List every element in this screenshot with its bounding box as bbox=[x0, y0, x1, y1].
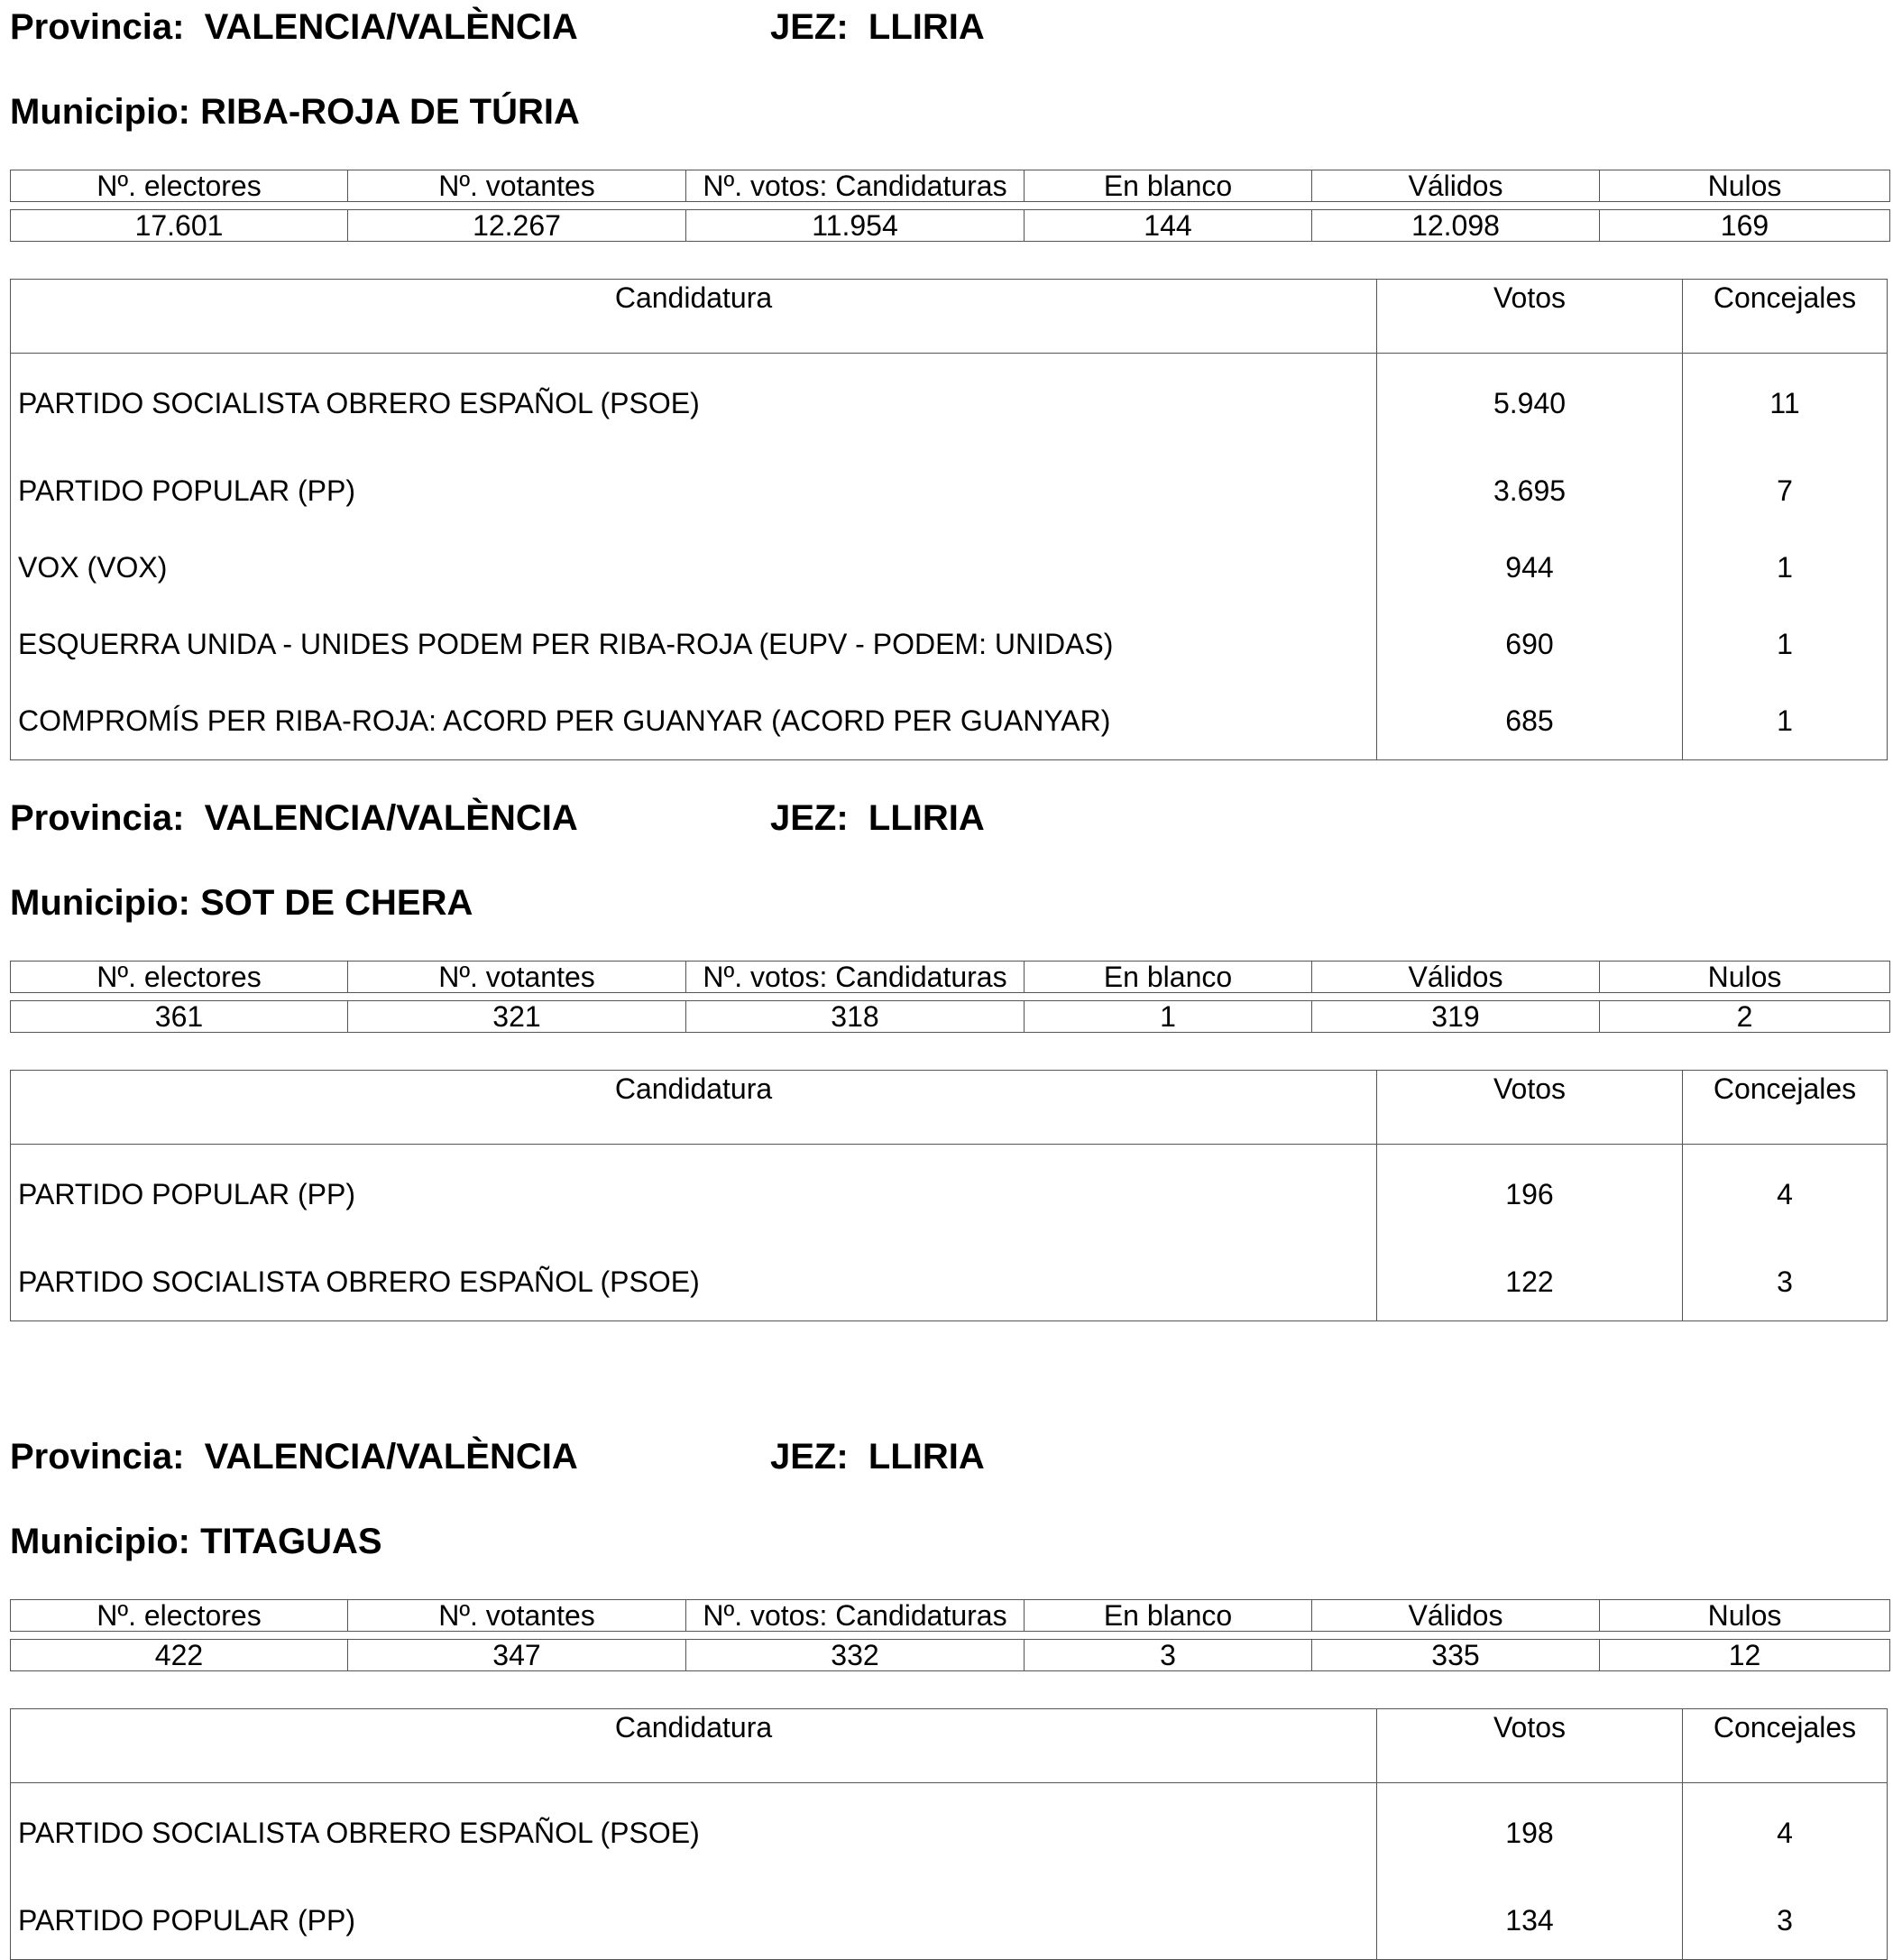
candidate-name: PARTIDO SOCIALISTA OBRERO ESPAÑOL (PSOE) bbox=[11, 354, 1377, 454]
stats-header-cell: Nº. votos: Candidaturas bbox=[686, 170, 1025, 202]
candidate-row bbox=[11, 1145, 1888, 1245]
candidates-table bbox=[10, 1708, 1888, 1960]
stats-values-row bbox=[11, 210, 1890, 242]
stats-header-cell: En blanco bbox=[1025, 170, 1312, 202]
candidate-name: COMPROMÍS PER RIBA-ROJA: ACORD PER GUANYAR (ACORD PER GUANYAR) bbox=[11, 683, 1377, 760]
jez-label: JEZ: bbox=[770, 1437, 849, 1477]
candidatura-header: Candidatura bbox=[11, 280, 1377, 354]
candidate-concejales: 11 bbox=[1683, 354, 1888, 454]
stats-value-cell: 12.267 bbox=[348, 210, 686, 242]
stats-header-table bbox=[10, 1599, 1890, 1632]
stats-header-cell: En blanco bbox=[1025, 1600, 1312, 1632]
stats-header-cell: Nulos bbox=[1600, 1600, 1890, 1632]
municipio-line bbox=[10, 94, 580, 130]
stats-header-cell: Nº. electores bbox=[11, 962, 348, 993]
stats-value-cell: 12 bbox=[1600, 1640, 1890, 1671]
stats-header-cell: Nº. votantes bbox=[348, 1600, 686, 1632]
provincia-label: Provincia: bbox=[10, 798, 185, 838]
stats-header-cell: Nº. votantes bbox=[348, 962, 686, 993]
jez-line bbox=[770, 9, 985, 45]
candidate-name: ESQUERRA UNIDA - UNIDES PODEM PER RIBA-ROJA (EUPV - PODEM: UNIDAS) bbox=[11, 606, 1377, 683]
provincia-line bbox=[10, 1439, 578, 1475]
candidates-table bbox=[10, 1070, 1888, 1321]
candidate-concejales: 4 bbox=[1683, 1783, 1888, 1883]
stats-value-cell: 169 bbox=[1600, 210, 1890, 242]
stats-header-cell: Nulos bbox=[1600, 170, 1890, 202]
candidate-votos: 122 bbox=[1377, 1244, 1683, 1321]
stats-header-cell: Válidos bbox=[1312, 170, 1600, 202]
candidate-row bbox=[11, 529, 1888, 606]
candidates-table bbox=[10, 279, 1888, 760]
votos-header: Votos bbox=[1377, 1071, 1683, 1145]
stats-header-row bbox=[11, 962, 1890, 993]
candidate-votos: 944 bbox=[1377, 529, 1683, 606]
candidate-name: PARTIDO POPULAR (PP) bbox=[11, 453, 1377, 529]
municipio-label: Municipio: bbox=[10, 883, 190, 923]
stats-values-row bbox=[11, 1640, 1890, 1671]
candidate-name: PARTIDO POPULAR (PP) bbox=[11, 1882, 1377, 1960]
jez-value: LLIRIA bbox=[868, 7, 985, 47]
concejales-header: Concejales bbox=[1683, 1071, 1888, 1145]
candidate-votos: 134 bbox=[1377, 1882, 1683, 1960]
candidate-concejales: 7 bbox=[1683, 453, 1888, 529]
candidate-row bbox=[11, 606, 1888, 683]
candidates-header-row bbox=[11, 1071, 1888, 1145]
stats-value-cell: 347 bbox=[348, 1640, 686, 1671]
stats-value-cell: 335 bbox=[1312, 1640, 1600, 1671]
candidate-concejales: 4 bbox=[1683, 1145, 1888, 1245]
municipio-label: Municipio: bbox=[10, 1522, 190, 1561]
candidate-name: PARTIDO SOCIALISTA OBRERO ESPAÑOL (PSOE) bbox=[11, 1783, 1377, 1883]
stats-header-table bbox=[10, 961, 1890, 993]
candidate-row bbox=[11, 354, 1888, 454]
stats-header-cell: Válidos bbox=[1312, 1600, 1600, 1632]
provincia-value: VALENCIA/VALÈNCIA bbox=[204, 7, 578, 47]
jez-line bbox=[770, 800, 985, 836]
votos-header: Votos bbox=[1377, 280, 1683, 354]
stats-value-cell: 318 bbox=[686, 1001, 1025, 1033]
stats-values-table bbox=[10, 1639, 1890, 1671]
provincia-value: VALENCIA/VALÈNCIA bbox=[204, 798, 578, 838]
stats-header-cell: Válidos bbox=[1312, 962, 1600, 993]
stats-value-cell: 3 bbox=[1025, 1640, 1312, 1671]
municipio-label: Municipio: bbox=[10, 92, 190, 132]
jez-line bbox=[770, 1439, 985, 1475]
candidate-votos: 685 bbox=[1377, 683, 1683, 760]
stats-header-cell: En blanco bbox=[1025, 962, 1312, 993]
jez-label: JEZ: bbox=[770, 7, 849, 47]
stats-value-cell: 422 bbox=[11, 1640, 348, 1671]
concejales-header: Concejales bbox=[1683, 280, 1888, 354]
stats-header-cell: Nº. electores bbox=[11, 170, 348, 202]
stats-header-cell: Nulos bbox=[1600, 962, 1890, 993]
candidate-concejales: 1 bbox=[1683, 529, 1888, 606]
candidate-votos: 690 bbox=[1377, 606, 1683, 683]
stats-header-cell: Nº. votos: Candidaturas bbox=[686, 962, 1025, 993]
candidatura-header: Candidatura bbox=[11, 1071, 1377, 1145]
stats-value-cell: 17.601 bbox=[11, 210, 348, 242]
candidate-concejales: 3 bbox=[1683, 1882, 1888, 1960]
municipio-line bbox=[10, 885, 473, 921]
candidate-name: VOX (VOX) bbox=[11, 529, 1377, 606]
stats-header-cell: Nº. votos: Candidaturas bbox=[686, 1600, 1025, 1632]
candidates-header-row bbox=[11, 1709, 1888, 1783]
provincia-label: Provincia: bbox=[10, 1437, 185, 1477]
jez-label: JEZ: bbox=[770, 798, 849, 838]
candidatura-header: Candidatura bbox=[11, 1709, 1377, 1783]
candidate-concejales: 1 bbox=[1683, 606, 1888, 683]
candidate-name: PARTIDO POPULAR (PP) bbox=[11, 1145, 1377, 1245]
candidate-name: PARTIDO SOCIALISTA OBRERO ESPAÑOL (PSOE) bbox=[11, 1244, 1377, 1321]
stats-value-cell: 144 bbox=[1025, 210, 1312, 242]
stats-values-row bbox=[11, 1001, 1890, 1033]
candidate-concejales: 3 bbox=[1683, 1244, 1888, 1321]
jez-value: LLIRIA bbox=[868, 798, 985, 838]
stats-value-cell: 321 bbox=[348, 1001, 686, 1033]
stats-value-cell: 361 bbox=[11, 1001, 348, 1033]
concejales-header: Concejales bbox=[1683, 1709, 1888, 1783]
candidate-row bbox=[11, 1783, 1888, 1883]
stats-header-table bbox=[10, 170, 1890, 202]
stats-value-cell: 332 bbox=[686, 1640, 1025, 1671]
stats-value-cell: 12.098 bbox=[1312, 210, 1600, 242]
candidate-votos: 5.940 bbox=[1377, 354, 1683, 454]
stats-value-cell: 319 bbox=[1312, 1001, 1600, 1033]
candidate-votos: 196 bbox=[1377, 1145, 1683, 1245]
candidate-row bbox=[11, 453, 1888, 529]
municipio-line bbox=[10, 1523, 382, 1560]
provincia-value: VALENCIA/VALÈNCIA bbox=[204, 1437, 578, 1477]
stats-header-cell: Nº. votantes bbox=[348, 170, 686, 202]
candidate-concejales: 1 bbox=[1683, 683, 1888, 760]
votos-header: Votos bbox=[1377, 1709, 1683, 1783]
municipio-value: RIBA-ROJA DE TÚRIA bbox=[200, 92, 580, 132]
stats-header-cell: Nº. electores bbox=[11, 1600, 348, 1632]
candidate-votos: 3.695 bbox=[1377, 453, 1683, 529]
candidate-row bbox=[11, 1882, 1888, 1960]
stats-value-cell: 2 bbox=[1600, 1001, 1890, 1033]
stats-values-table bbox=[10, 209, 1890, 242]
candidate-row bbox=[11, 683, 1888, 760]
candidate-votos: 198 bbox=[1377, 1783, 1683, 1883]
stats-value-cell: 1 bbox=[1025, 1001, 1312, 1033]
stats-values-table bbox=[10, 1000, 1890, 1033]
candidate-row bbox=[11, 1244, 1888, 1321]
jez-value: LLIRIA bbox=[868, 1437, 985, 1477]
stats-value-cell: 11.954 bbox=[686, 210, 1025, 242]
candidates-header-row bbox=[11, 280, 1888, 354]
municipio-value: TITAGUAS bbox=[200, 1522, 382, 1561]
stats-header-row bbox=[11, 170, 1890, 202]
provincia-line bbox=[10, 800, 578, 836]
stats-header-row bbox=[11, 1600, 1890, 1632]
provincia-line bbox=[10, 9, 578, 45]
provincia-label: Provincia: bbox=[10, 7, 185, 47]
municipio-value: SOT DE CHERA bbox=[200, 883, 473, 923]
